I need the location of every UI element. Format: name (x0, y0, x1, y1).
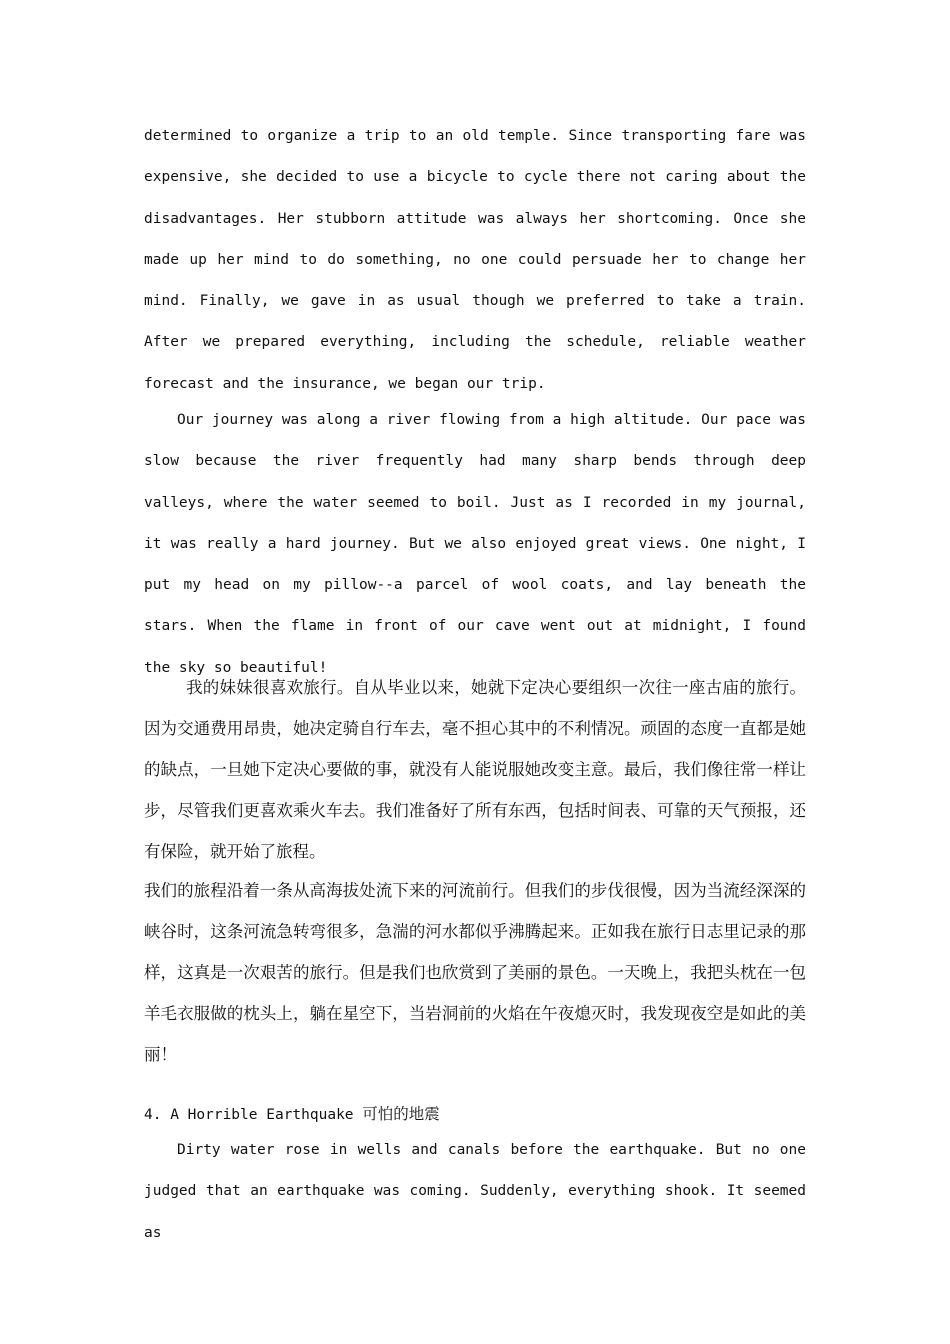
section-number: 4. (144, 1107, 162, 1123)
paragraph-chinese-1: 我的妹妹很喜欢旅行。自从毕业以来，她就下定决心要组织一次往一座古庙的旅行。因为交通费用昂贵，她决定骑自行车去，毫不担心其中的不利情况。顽固的态度一直都是她的缺点，一旦她下定决心要做的事，就没有人能说服她改变主意。最后，我们像往常一样让步，尽管我们更喜欢乘火车去。我们准备好了所有东西，包括时间表、可靠的天气预报，还有保险，就开始了旅程。 (144, 678, 806, 861)
paragraph-english-2: Our journey was along a river flowing from a high altitude. Our pace was slow because the river frequently had many sharp bends through deep valleys, where the water seemed to boil. Just as I recorded in my journal, it was really a hard journey. But we also enjoyed great views. One night, I put my head on my pillow--a parcel of wool coats, and lay beneath the stars. When the flame in front of our cave went out at midnight, I found the sky so beautiful! (144, 412, 806, 676)
paragraph-english-1: determined to organize a trip to an old temple. Since transporting fare was expensive, she decided to use a bicycle to cycle there not caring about the disadvantages. Her stubborn attitude was always her shortcoming. Once she made up her mind to do something, no one could persuade her to change her mind. Finally, we gave in as usual though we preferred to take a train. After we prepared everything, including the schedule, reliable weather forecast and the insurance, we began our trip. (144, 128, 806, 392)
section-heading (144, 1104, 806, 1125)
paragraph-english-3: Dirty water rose in wells and canals before the earthquake. But no one judged that an earthquake was coming. Suddenly, everything shook. It seemed as (144, 1142, 806, 1241)
section-title-chinese: 可怕的地震 (362, 1105, 440, 1123)
section-title-english: A Horrible Earthquake (170, 1107, 354, 1123)
paragraph-chinese-2: 我们的旅程沿着一条从高海拔处流下来的河流前行。但我们的步伐很慢，因为当流经深深的峡谷时，这条河流急转弯很多，急湍的河水都似乎沸腾起来。正如我在旅行日志里记录的那样，这真是一次艰苦的旅行。但是我们也欣赏到了美丽的景色。一天晚上，我把头枕在一包羊毛衣服做的枕头上，躺在星空下，当岩洞前的火焰在午夜熄灭时，我发现夜空是如此的美丽！ (144, 881, 806, 1064)
